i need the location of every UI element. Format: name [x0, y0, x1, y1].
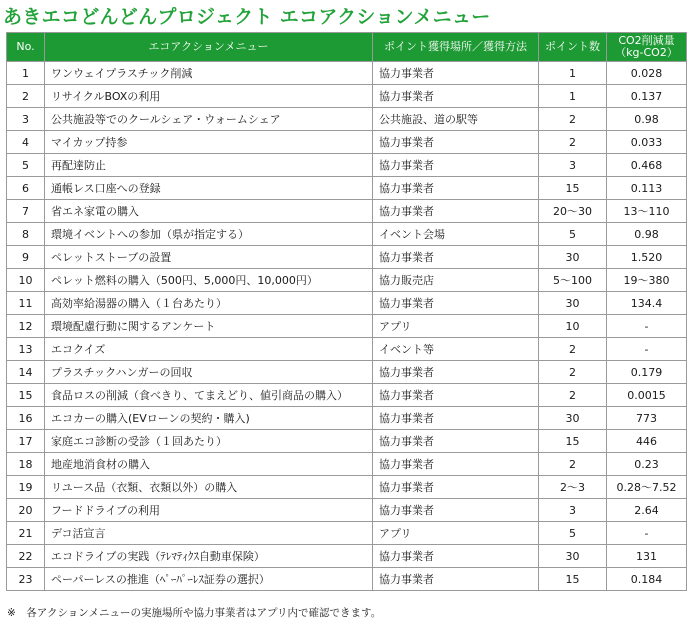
cell-points: 10 [539, 315, 607, 338]
cell-points: 30 [539, 246, 607, 269]
cell-points: 2～3 [539, 476, 607, 499]
cell-co2: 0.028 [607, 62, 687, 85]
cell-place: 協力事業者 [373, 499, 539, 522]
cell-place: 協力事業者 [373, 361, 539, 384]
cell-co2: 2.64 [607, 499, 687, 522]
cell-points: 2 [539, 384, 607, 407]
table-row [7, 338, 687, 361]
cell-points: 30 [539, 292, 607, 315]
cell-place: 協力事業者 [373, 453, 539, 476]
cell-menu: 公共施設等でのクールシェア・ウォームシェア [45, 108, 373, 131]
header-co2-label: CO2削減量 [618, 34, 675, 47]
cell-co2: 0.179 [607, 361, 687, 384]
table-row [7, 131, 687, 154]
cell-place: 協力事業者 [373, 384, 539, 407]
header-no: No. [7, 33, 45, 62]
footnote: ※ 各アクションメニューの実施場所や協力事業者はアプリ内で確認できます。 [7, 607, 382, 619]
cell-menu: デコ活宣言 [45, 522, 373, 545]
cell-no: 20 [7, 499, 45, 522]
cell-co2: 0.033 [607, 131, 687, 154]
cell-co2: - [607, 522, 687, 545]
table-row [7, 62, 687, 85]
table-row [7, 177, 687, 200]
cell-menu: 再配達防止 [45, 154, 373, 177]
cell-no: 5 [7, 154, 45, 177]
cell-menu: 食品ロスの削減（食べきり、てまえどり、値引商品の購入） [45, 384, 373, 407]
cell-menu: エコクイズ [45, 338, 373, 361]
cell-no: 2 [7, 85, 45, 108]
cell-points: 5 [539, 522, 607, 545]
table-row [7, 154, 687, 177]
cell-place: 協力事業者 [373, 407, 539, 430]
cell-points: 15 [539, 177, 607, 200]
cell-no: 17 [7, 430, 45, 453]
cell-points: 3 [539, 499, 607, 522]
cell-points: 1 [539, 85, 607, 108]
cell-co2: 0.98 [607, 223, 687, 246]
cell-menu: 家庭エコ診断の受診（１回あたり） [45, 430, 373, 453]
header-place: ポイント獲得場所／獲得方法 [373, 33, 539, 62]
cell-co2: 773 [607, 407, 687, 430]
cell-menu: リサイクルBOXの利用 [45, 85, 373, 108]
cell-no: 11 [7, 292, 45, 315]
cell-co2: 0.113 [607, 177, 687, 200]
cell-menu: 高効率給湯器の購入（１台あたり） [45, 292, 373, 315]
cell-no: 9 [7, 246, 45, 269]
table-row [7, 246, 687, 269]
cell-menu: ペレットストーブの設置 [45, 246, 373, 269]
table-row [7, 361, 687, 384]
cell-menu: フードドライブの利用 [45, 499, 373, 522]
cell-place: 協力事業者 [373, 177, 539, 200]
cell-place: アプリ [373, 522, 539, 545]
header-points: ポイント数 [539, 33, 607, 62]
cell-place: 協力事業者 [373, 200, 539, 223]
cell-no: 13 [7, 338, 45, 361]
table-row [7, 545, 687, 568]
table-row [7, 522, 687, 545]
table-row [7, 407, 687, 430]
cell-points: 30 [539, 407, 607, 430]
cell-points: 5 [539, 223, 607, 246]
cell-place: 協力事業者 [373, 154, 539, 177]
table-row [7, 292, 687, 315]
cell-place: イベント等 [373, 338, 539, 361]
cell-menu: 環境イベントへの参加（県が指定する） [45, 223, 373, 246]
cell-place: 協力事業者 [373, 131, 539, 154]
cell-co2: 0.98 [607, 108, 687, 131]
cell-co2: 1.520 [607, 246, 687, 269]
cell-no: 15 [7, 384, 45, 407]
cell-menu: プラスチックハンガーの回収 [45, 361, 373, 384]
table-row [7, 568, 687, 591]
header-co2-unit: （kg-CO2） [615, 46, 678, 59]
table-row [7, 430, 687, 453]
table-row [7, 269, 687, 292]
cell-points: 15 [539, 568, 607, 591]
table-row [7, 200, 687, 223]
cell-menu: 地産地消食材の購入 [45, 453, 373, 476]
cell-co2: 0.468 [607, 154, 687, 177]
cell-place: 協力事業者 [373, 430, 539, 453]
cell-menu: 通帳レス口座への登録 [45, 177, 373, 200]
table-row [7, 85, 687, 108]
cell-menu: 環境配慮行動に関するアンケート [45, 315, 373, 338]
cell-no: 14 [7, 361, 45, 384]
cell-co2: 0.137 [607, 85, 687, 108]
table-row [7, 108, 687, 131]
cell-menu: エコドライブの実践（ﾃﾚﾏﾃｨｸｽ自動車保険） [45, 545, 373, 568]
cell-co2: - [607, 315, 687, 338]
cell-no: 8 [7, 223, 45, 246]
cell-no: 16 [7, 407, 45, 430]
cell-points: 20～30 [539, 200, 607, 223]
cell-points: 2 [539, 361, 607, 384]
table-row [7, 384, 687, 407]
cell-menu: マイカップ持参 [45, 131, 373, 154]
cell-co2: 0.28～7.52 [607, 476, 687, 499]
cell-place: イベント会場 [373, 223, 539, 246]
table-row [7, 315, 687, 338]
cell-menu: 省エネ家電の購入 [45, 200, 373, 223]
cell-menu: リユース品（衣類、衣類以外）の購入 [45, 476, 373, 499]
cell-co2: 0.184 [607, 568, 687, 591]
table-row [7, 223, 687, 246]
cell-points: 2 [539, 338, 607, 361]
header-menu: エコアクションメニュー [45, 33, 373, 62]
cell-points: 15 [539, 430, 607, 453]
table-row [7, 499, 687, 522]
table-row [7, 453, 687, 476]
cell-place: 協力事業者 [373, 568, 539, 591]
cell-place: 協力販売店 [373, 269, 539, 292]
cell-menu: ペレット燃料の購入（500円、5,000円、10,000円） [45, 269, 373, 292]
cell-place: 協力事業者 [373, 476, 539, 499]
cell-points: 30 [539, 545, 607, 568]
cell-no: 22 [7, 545, 45, 568]
cell-no: 7 [7, 200, 45, 223]
cell-co2: 0.23 [607, 453, 687, 476]
cell-no: 6 [7, 177, 45, 200]
cell-no: 21 [7, 522, 45, 545]
cell-no: 3 [7, 108, 45, 131]
cell-place: 協力事業者 [373, 545, 539, 568]
cell-place: 協力事業者 [373, 62, 539, 85]
cell-no: 4 [7, 131, 45, 154]
cell-place: アプリ [373, 315, 539, 338]
table-body [7, 62, 687, 591]
cell-no: 23 [7, 568, 45, 591]
header-row [7, 33, 687, 62]
page-title: あきエコどんどんプロジェクト エコアクションメニュー [3, 6, 491, 28]
cell-co2: 131 [607, 545, 687, 568]
cell-points: 2 [539, 108, 607, 131]
table-row [7, 476, 687, 499]
cell-points: 2 [539, 131, 607, 154]
table-header [7, 33, 687, 62]
cell-place: 公共施設、道の駅等 [373, 108, 539, 131]
cell-place: 協力事業者 [373, 292, 539, 315]
cell-no: 18 [7, 453, 45, 476]
cell-co2: 134.4 [607, 292, 687, 315]
cell-menu: ワンウェイプラスチック削減 [45, 62, 373, 85]
header-co2 [607, 33, 687, 62]
cell-menu: エコカーの購入(EVローンの契約・購入) [45, 407, 373, 430]
cell-co2: 19～380 [607, 269, 687, 292]
cell-co2: - [607, 338, 687, 361]
cell-no: 12 [7, 315, 45, 338]
cell-co2: 446 [607, 430, 687, 453]
cell-place: 協力事業者 [373, 246, 539, 269]
cell-points: 5～100 [539, 269, 607, 292]
cell-no: 10 [7, 269, 45, 292]
cell-points: 2 [539, 453, 607, 476]
cell-co2: 0.0015 [607, 384, 687, 407]
cell-no: 1 [7, 62, 45, 85]
cell-menu: ペーパーレスの推進（ﾍﾟｰﾊﾟｰﾚｽ証券の選択） [45, 568, 373, 591]
cell-points: 1 [539, 62, 607, 85]
cell-co2: 13～110 [607, 200, 687, 223]
cell-no: 19 [7, 476, 45, 499]
eco-action-table [6, 32, 687, 591]
cell-points: 3 [539, 154, 607, 177]
cell-place: 協力事業者 [373, 85, 539, 108]
